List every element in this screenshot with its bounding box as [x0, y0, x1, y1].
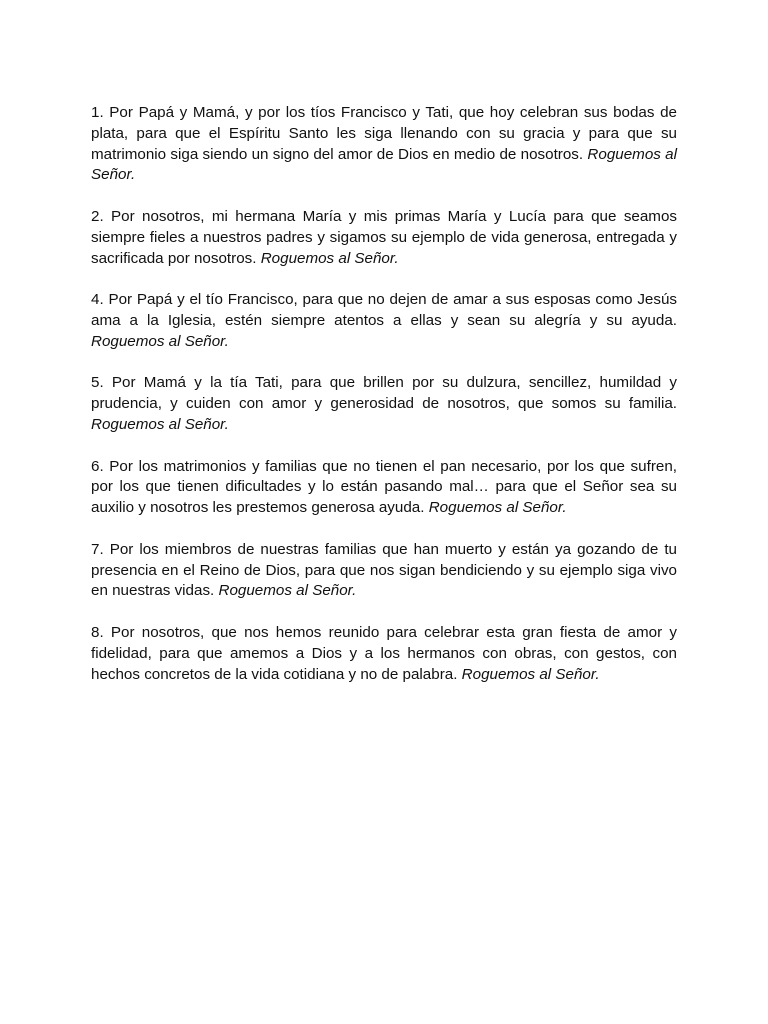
petition-8: [91, 623, 677, 685]
petition-response: Roguemos al Señor.: [461, 665, 600, 683]
petition-response: Roguemos al Señor.: [428, 499, 567, 517]
petition-response: Roguemos al Señor.: [91, 415, 229, 433]
petition-text: 5. Por Mamá y la tía Tati, para que brillen por su dulzura, sencillez, humildad y prudencia, y cuiden con amor y generosidad de nosotros, que somos su familia.: [91, 374, 677, 413]
petition-text: 1. Por Papá y Mamá, y por los tíos Francisco y Tati, que hoy celebran sus bodas de plata, para que el Espíritu Santo les siga llenando con su gracia y para que su matrimonio siga siendo un signo del amor de Dios en medio de nosotros.: [91, 104, 677, 163]
petition-text: 6. Por los matrimonios y familias que no tienen el pan necesario, por los que sufren, por los que tienen dificultades y lo están pasando mal… para que el Señor sea su auxilio y nosotros les prestemos generosa ayuda.: [91, 457, 677, 517]
petition-response: Roguemos al Señor.: [260, 249, 399, 267]
petition-4: [91, 290, 677, 352]
petition-2: [91, 207, 677, 269]
petition-5: [91, 373, 677, 435]
petition-text: 8. Por nosotros, que nos hemos reunido para celebrar esta gran fiesta de amor y fidelidad, para que amemos a Dios y a los hermanos con obras, con gestos, con hechos concretos de la vida cotidiana y no de palabra.: [91, 623, 677, 683]
petition-6: [91, 457, 677, 519]
petition-text: 4. Por Papá y el tío Francisco, para que no dejen de amar a sus esposas como Jesús ama a la Iglesia, estén siempre atentos a ellas y sean su alegría y su ayuda.: [91, 291, 677, 329]
petition-response: Roguemos al Señor.: [91, 332, 229, 350]
petition-text: 2. Por nosotros, mi hermana María y mis primas María y Lucía para que seamos siempre fieles a nuestros padres y sigamos su ejemplo de vida generosa, entregada y sacrificada por nosotros.: [91, 207, 677, 267]
petition-text: 7. Por los miembros de nuestras familias que han muerto y están ya gozando de tu presencia en el Reino de Dios, para que nos sigan bendiciendo y su ejemplo siga vivo en nuestras vidas.: [91, 540, 677, 600]
petition-1: [91, 103, 677, 186]
petition-response: Roguemos al Señor.: [91, 145, 677, 184]
petition-7: [91, 540, 677, 602]
petitions-list: [91, 103, 677, 706]
petition-response: Roguemos al Señor.: [218, 582, 357, 600]
